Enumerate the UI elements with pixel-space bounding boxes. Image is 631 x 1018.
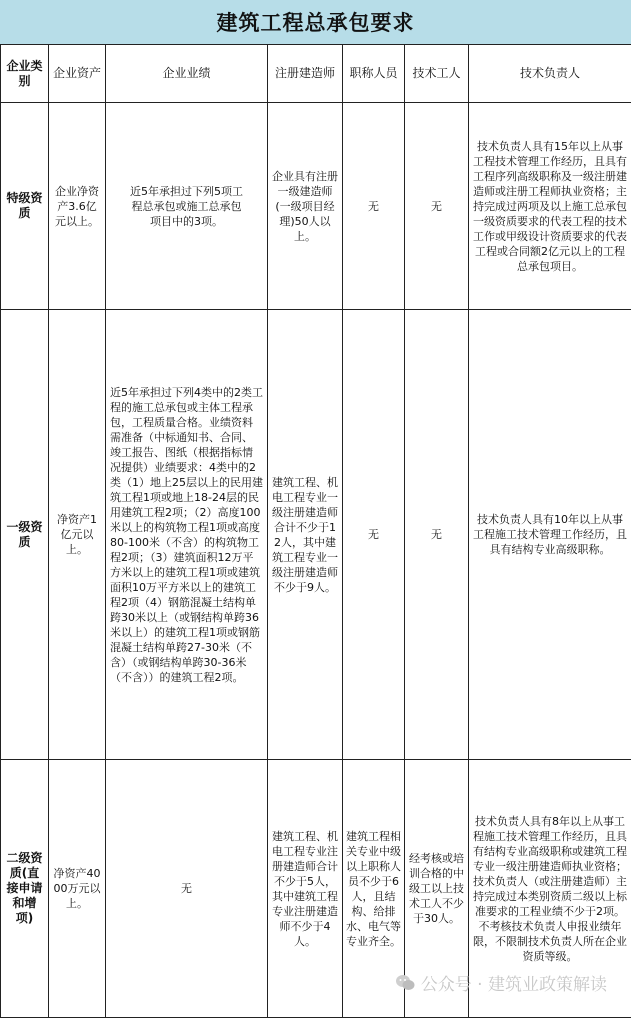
wechat-icon [395,974,415,992]
row-title-staff: 建筑工程相关专业中级以上职称人员不少于6人，且结构、给排水、电气等专业齐全。 [343,760,405,1018]
header-builder: 注册建造师 [268,45,343,103]
header-category: 企业类别 [1,45,49,103]
header-tech-lead: 技术负责人 [469,45,631,103]
header-performance: 企业业绩 [106,45,268,103]
requirements-table [0,44,631,1018]
row-builder: 建筑工程、机电工程专业一级注册建造师合计不少于12人，其中建筑工程专业一级注册建造师不少于9人。 [268,310,343,760]
row-workers: 无 [405,310,469,760]
row-tech-lead: 技术负责人具有15年以上从事工程技术管理工作经历，且具有工程序列高级职称及一级注册建造师或注册工程师执业资格；主持完成过两项及以上施工总承包一级资质要求的代表工程的技术工作或甲级设计资质要求的代表工程或合同额2亿元以上的工程总承包项目。 [469,103,631,310]
row-assets: 净资产1亿元以上。 [49,310,106,760]
header-assets: 企业资产 [49,45,106,103]
header-row [1,45,631,103]
row-category: 二级资质(直接申请和增项) [1,760,49,1018]
header-title-staff: 职称人员 [343,45,405,103]
table-row [1,103,631,310]
row-builder: 建筑工程、机电工程专业注册建造师合计不少于5人，其中建筑工程专业注册建造师不少于4人。 [268,760,343,1018]
header-workers: 技术工人 [405,45,469,103]
row-assets: 净资产4000万元以上。 [49,760,106,1018]
row-builder: 企业具有注册一级建造师(一级项目经理)50人以上。 [268,103,343,310]
watermark-text: 公众号 · 建筑业政策解读 [420,975,607,995]
row-title-staff: 无 [343,103,405,310]
row-performance: 无 [106,760,268,1018]
row-performance: 近5年承担过下列5项工程总承包或施工总承包项目中的3项。 [106,103,268,310]
row-assets: 企业净资产3.6亿元以上。 [49,103,106,310]
row-tech-lead: 技术负责人具有8年以上从事工程施工技术管理工作经历，且具有结构专业高级职称或建筑工程专业一级注册建造师执业资格；技术负责人（或注册建造师）主持完成过本类别资质二级以上标准要求的工程业绩不少于2项。不考核技术负责人申报业绩年限，不限制技术负责人所在企业资质等级。 [469,760,631,1018]
row-workers: 无 [405,103,469,310]
row-tech-lead: 技术负责人具有10年以上从事工程施工技术管理工作经历，且具有结构专业高级职称。 [469,310,631,760]
row-category: 一级资质 [1,310,49,760]
row-title-staff: 无 [343,310,405,760]
row-category: 特级资质 [1,103,49,310]
row-workers: 经考核或培训合格的中级工以上技术工人不少于30人。 [405,760,469,1018]
watermark [395,970,607,995]
page-title: 建筑工程总承包要求 [0,0,631,45]
table-row [1,310,631,760]
row-performance: 近5年承担过下列4类中的2类工程的施工总承包或主体工程承包，工程质量合格。业绩资料需准备（中标通知书、合同、竣工报告、图纸（根据指标情况提供）业绩要求：4类中的2类（1）地上25层以上的民用建筑工程1项或地上18-24层的民用建筑工程2项；（2）高度100米以上的构筑物工程1项或高度80-100米（不含）的构筑物工程2项；（3）建筑面积12万平方米以上的建筑工程1项或建筑面积10万平方米以上的建筑工程2项（4）钢筋混凝土结构单跨30米以上（或钢结构单跨36米以上）的建筑工程1项或钢筋混凝土结构单跨27-30米（不含）（或钢结构单跨30-36米（不含））的建筑工程2项。 [106,310,268,760]
